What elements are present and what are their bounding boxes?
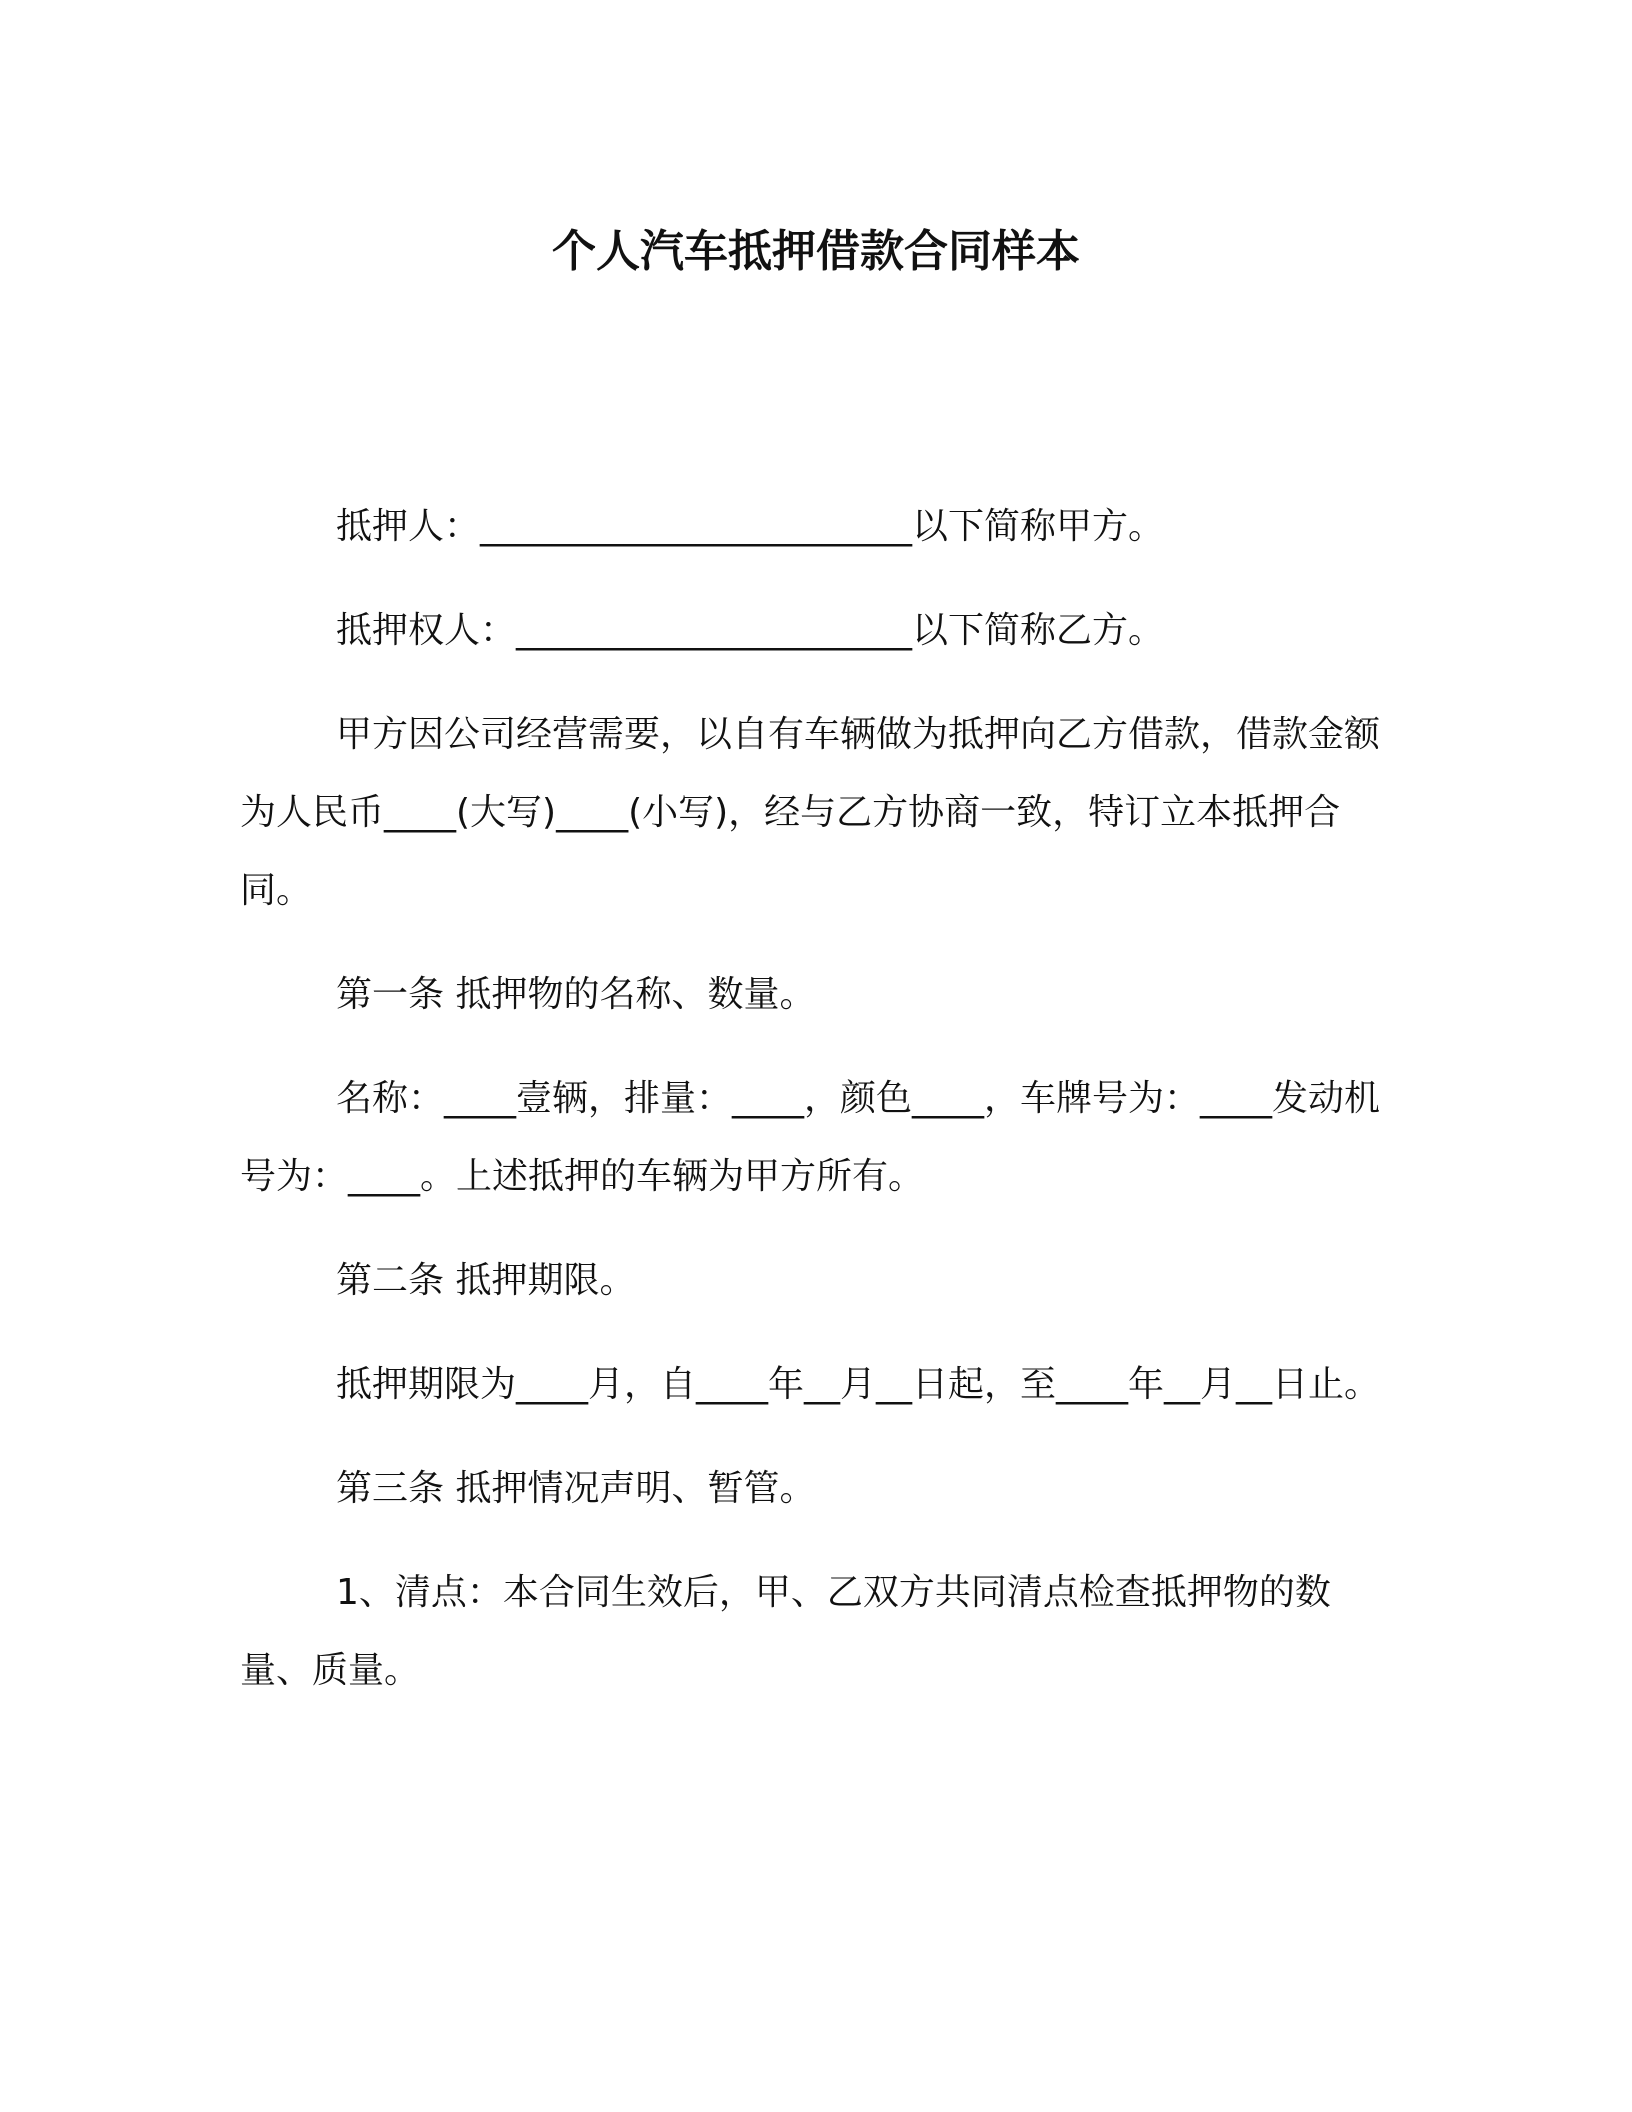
article-3-item-1: 1、清点：本合同生效后，甲、乙双方共同清点检查抵押物的数量、质量。	[240, 1572, 1331, 1691]
article-2-body: 抵押期限为____月，自____年__月__日起，至____年__月__日止。	[336, 1364, 1381, 1405]
paragraph-mortgagor: 抵押人：________________________以下简称甲方。	[336, 506, 1165, 547]
article-3-heading: 第三条 抵押情况声明、暂管。	[336, 1468, 816, 1509]
article-1-heading: 第一条 抵押物的名称、数量。	[336, 974, 816, 1015]
document-title: 个人汽车抵押借款合同样本	[552, 226, 1080, 277]
paragraph-preamble: 甲方因公司经营需要，以自有车辆做为抵押向乙方借款，借款金额为人民币____(大写)____(小写)，经与乙方协商一致，特订立本抵押合同。	[240, 714, 1381, 911]
article-1-body: 名称：____壹辆，排量：____，颜色____，车牌号为：____发动机号为：____。上述抵押的车辆为甲方所有。	[240, 1078, 1381, 1197]
paragraph-mortgagee: 抵押权人：______________________以下简称乙方。	[336, 610, 1165, 651]
article-2-heading: 第二条 抵押期限。	[336, 1260, 636, 1301]
document-body	[240, 488, 1392, 1736]
